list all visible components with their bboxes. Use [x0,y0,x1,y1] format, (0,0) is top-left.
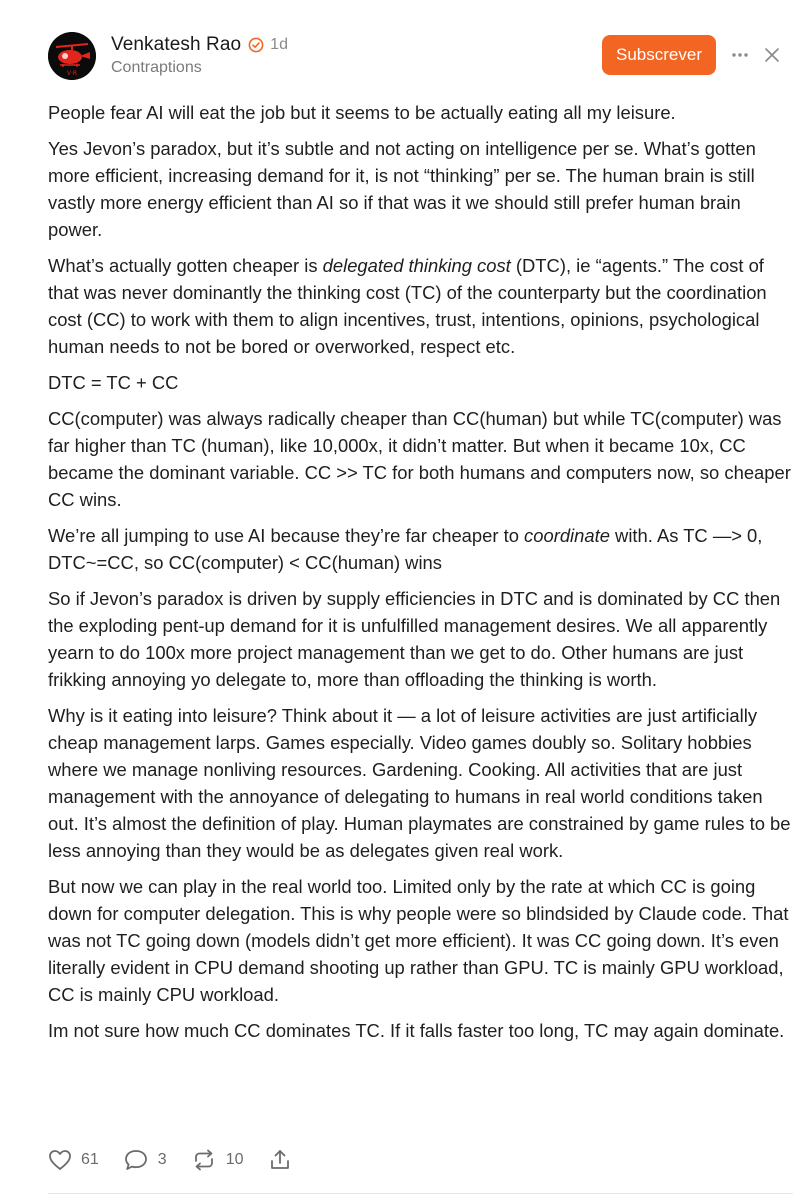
paragraph-3-end: (DTC), ie “agents.” The cost of that was never dominantly the thinking cost (TC) of the counterparty but the coordination cost (CC) to work with them to align incentives, trust, intentions, opinions, psychological human needs to not be bored or overworked, respect etc. [48,255,767,357]
close-icon [765,48,779,62]
verified-badge-icon [248,37,264,53]
restack-arrows-icon [191,1148,217,1172]
paragraph-3-start: What’s actually gotten cheaper is [48,255,323,276]
comment-button[interactable] [123,1148,167,1172]
paragraph-6-end: with. As TC —> 0, DTC~=CC, so CC(computer) < CC(human) wins [48,525,763,573]
paragraph-2: Yes Jevon’s paradox, but it’s subtle and not acting on intelligence per se. What’s gotten more efficient, increasing demand for it, is not “thinking” per se. The human brain is still vastly more energy efficient than AI so if that was it we should still prefer human brain power. [48,138,756,240]
close-button[interactable] [760,43,784,67]
paragraph-3-emphasis: delegated thinking cost [322,255,511,276]
action-bar [48,1146,316,1174]
share-icon [268,1148,292,1172]
note-body [48,99,793,1053]
restack-count: 10 [225,1151,244,1168]
svg-text:V·R: V·R [66,70,78,77]
like-count: 61 [81,1151,99,1168]
heart-icon [48,1149,72,1171]
publication-name[interactable]: Contraptions [111,59,202,76]
paragraph-10: Im not sure how much CC dominates TC. If it falls faster too long, TC may again dominate. [48,1020,785,1041]
author-row [111,32,288,58]
more-dots-icon [731,52,749,58]
paragraph-6-emphasis: coordinate [524,525,610,546]
speech-bubble-icon [123,1148,149,1172]
more-options-button[interactable] [728,43,752,67]
bottom-divider [48,1193,793,1194]
author-name[interactable]: Venkatesh Rao [111,34,242,55]
paragraph-5: CC(computer) was always radically cheaper than CC(human) but while TC(computer) was far higher than TC (human), like 10,000x, it didn’t matter. But when it became 10x, CC became the dominant variable. CC >> TC for both humans and computers now, so cheaper CC wins. [48,408,791,510]
share-button[interactable] [268,1148,292,1172]
paragraph-1: People fear AI will eat the job but it seems to be actually eating all my leisure. [48,102,676,123]
paragraph-8: Why is it eating into leisure? Think about it — a lot of leisure activities are just artificially cheap management larps. Games especially. Video games doubly so. Solitary hobbies where we manage nonliving resources. Gardening. Cooking. All activities that are just management with the annoyance of delegating to humans in real world conditions taken out. It’s almost the definition of play. Human playmates are constrained by game rules to be less annoying than they would be as delegates given real work. [48,705,791,861]
paragraph-3 [48,252,793,360]
paragraph-6-start: We’re all jumping to use AI because they’re far cheaper to [48,525,525,546]
comment-count: 3 [157,1151,167,1168]
like-button[interactable] [48,1149,99,1171]
paragraph-7: So if Jevon’s paradox is driven by supply efficiencies in DTC and is dominated by CC then the exploding pent-up demand for it is unfulfilled management desires. We all apparently yearn to do 100x more project management than we get to do. Other humans are just frikking annoying yo delegate to, more than offloading the thinking is worth. [48,588,781,690]
paragraph-9: But now we can play in the real world too. Limited only by the rate at which CC is going down for computer delegation. This is why people were so blindsided by Claude code. That was not TC going down (models didn’t get more efficient). It was CC going down. It’s even literally evident in CPU demand shooting up rather than GPU. TC is mainly GPU workload, CC is mainly CPU workload. [48,876,789,1005]
author-avatar[interactable] [48,32,96,80]
paragraph-4: DTC = TC + CC [48,372,179,393]
red-helicopter-logo-icon [48,32,96,80]
post-time: 1d [270,36,288,53]
restack-button[interactable] [191,1148,244,1172]
paragraph-6 [48,522,793,576]
subscribe-button[interactable]: Subscrever [602,35,716,75]
